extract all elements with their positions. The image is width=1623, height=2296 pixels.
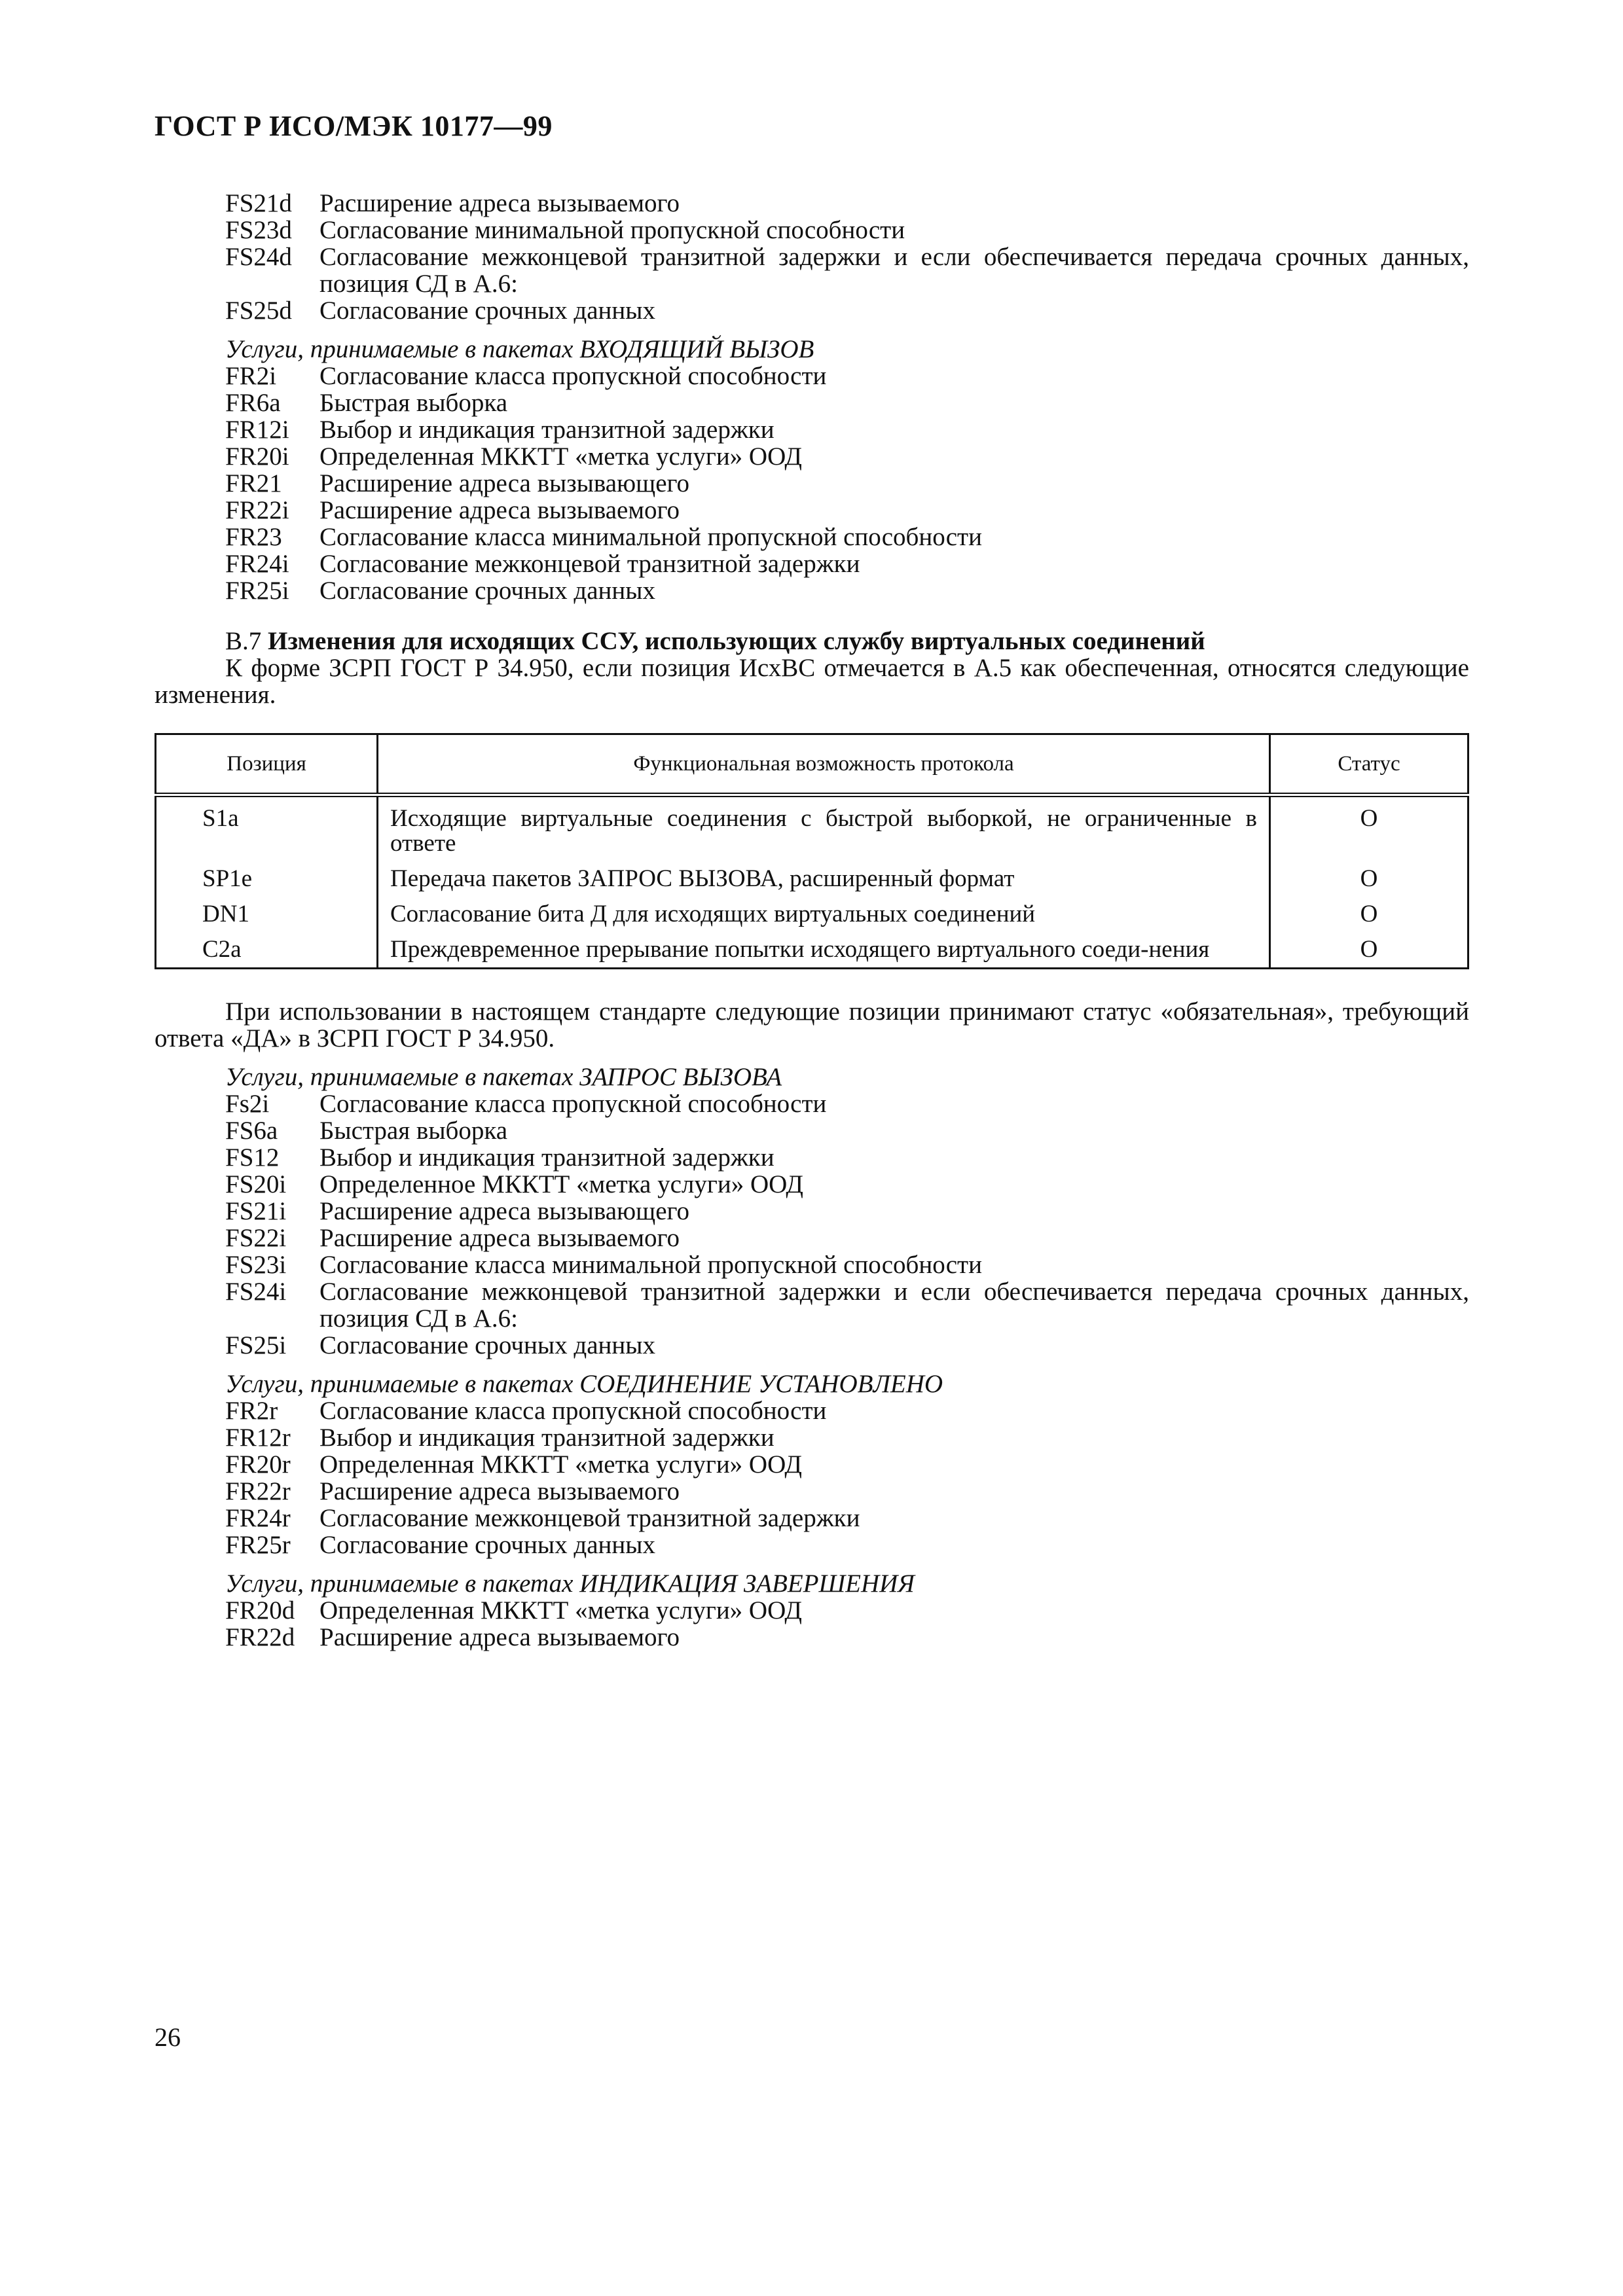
item-text: Выбор и индикация транзитной задержки [319, 416, 775, 444]
item-code: FR12i [225, 416, 289, 444]
top-list [155, 190, 1469, 324]
page-number: 26 [155, 2022, 181, 2052]
item-text: Определенная МККТТ «метка услуги» ООД [319, 442, 802, 471]
cell-position: SP1e [156, 860, 378, 895]
item-text: Согласование срочных данных [319, 296, 655, 325]
header-capability: Функциональная возможность протокола [378, 734, 1270, 795]
group-caption: Услуги, принимаемые в пакетах ВХОДЯЩИЙ ВЫЗОВ [225, 335, 814, 363]
item-code: FR2i [225, 362, 277, 390]
item-code: Fs2i [225, 1090, 270, 1118]
item-text: Расширение адреса вызываемого [319, 496, 680, 524]
item-code: FS24i [225, 1278, 287, 1306]
list-item [155, 524, 1469, 550]
page-header: ГОСТ Р ИСО/МЭК 10177—99 [155, 110, 553, 142]
list-item [155, 1478, 1469, 1505]
list-item [155, 550, 1469, 577]
list-item [155, 1624, 1469, 1651]
list-item [155, 497, 1469, 524]
item-code: FR22d [225, 1623, 295, 1651]
item-code: FR23 [225, 523, 282, 551]
cell-capability: Исходящие виртуальные соединения с быстрой выборкой, не ограниченные в ответе [378, 795, 1270, 861]
item-text: Выбор и индикация транзитной задержки [319, 1143, 775, 1172]
list-item [155, 1332, 1469, 1359]
item-code: FR22r [225, 1477, 291, 1505]
header-status: Статус [1270, 734, 1468, 795]
section-intro: К форме ЗСРП ГОСТ Р 34.950, если позиция ИсхВС отмечается в А.5 как обеспеченная, относятся следующие изменения. [155, 654, 1469, 709]
cell-status: O [1270, 931, 1468, 969]
group-caption: Услуги, принимаемые в пакетах СОЕДИНЕНИЕ УСТАНОВЛЕНО [225, 1370, 943, 1398]
item-text: Расширение адреса вызываемого [319, 189, 680, 217]
page-content [155, 190, 1469, 1651]
item-code: FR21 [225, 469, 282, 497]
item-code: FR6a [225, 389, 281, 417]
cell-position: S1a [156, 795, 378, 861]
group-caption: Услуги, принимаемые в пакетах ИНДИКАЦИЯ ЗАВЕРШЕНИЯ [225, 1570, 915, 1598]
item-code: FS21d [225, 189, 292, 217]
cell-status: O [1270, 860, 1468, 895]
list-item [155, 1117, 1469, 1144]
list-item [155, 1090, 1469, 1117]
header-position: Позиция [156, 734, 378, 795]
item-code: FR22i [225, 496, 289, 524]
protocol-table [155, 733, 1469, 969]
cell-capability: Передача пакетов ЗАПРОС ВЫЗОВА, расширенный формат [378, 860, 1270, 895]
item-code: FR24i [225, 550, 289, 578]
table-row [156, 931, 1468, 969]
item-text: Согласование класса минимальной пропускной способности [319, 523, 982, 551]
cell-status: O [1270, 895, 1468, 931]
item-text: Согласование срочных данных [319, 1331, 655, 1359]
item-code: FR24r [225, 1504, 291, 1532]
item-text: Согласование класса пропускной способности [319, 1397, 827, 1425]
item-code: FR2r [225, 1397, 278, 1425]
item-text: Согласование срочных данных [319, 1531, 655, 1559]
item-text: Расширение адреса вызываемого [319, 1623, 680, 1651]
section-heading [155, 628, 1469, 655]
list-item [155, 443, 1469, 470]
list-item [155, 363, 1469, 389]
item-text: Расширение адреса вызываемого [319, 1224, 680, 1252]
list-item [155, 577, 1469, 604]
list-item [155, 1424, 1469, 1451]
item-code: FR20r [225, 1450, 291, 1479]
list-item [155, 1451, 1469, 1478]
cell-position: DN1 [156, 895, 378, 931]
item-text: Выбор и индикация транзитной задержки [319, 1424, 775, 1452]
list-item [155, 1532, 1469, 1558]
list-item [155, 217, 1469, 243]
cell-position: C2a [156, 931, 378, 969]
item-text: Согласование класса пропускной способности [319, 1090, 827, 1118]
item-text: Определенная МККТТ «метка услуги» ООД [319, 1596, 802, 1624]
item-text: Согласование межконцевой транзитной задержки [319, 1504, 860, 1532]
item-code: FR12r [225, 1424, 291, 1452]
item-text: Согласование класса минимальной пропускной способности [319, 1251, 982, 1279]
call-request-group [155, 1064, 1469, 1359]
item-code: FS25i [225, 1331, 287, 1359]
list-item [155, 1505, 1469, 1532]
list-item [155, 470, 1469, 497]
item-code: FR20d [225, 1596, 295, 1624]
item-code: FS6a [225, 1117, 278, 1145]
list-item [155, 243, 1469, 297]
item-code: FS23i [225, 1251, 287, 1279]
item-text: Согласование межконцевой транзитной задержки и если обеспечивается передача срочных данных, позиция СД в А.6: [319, 243, 1469, 298]
mandatory-note: При использовании в настоящем стандарте следующие позиции принимают статус «обязательная», требующий ответа «ДА» в ЗСРП ГОСТ Р 34.950. [155, 997, 1469, 1052]
item-text: Расширение адреса вызывающего [319, 469, 690, 497]
item-code: FR25i [225, 577, 289, 605]
list-item [155, 1225, 1469, 1251]
list-item [155, 1198, 1469, 1225]
item-text: Определенное МККТТ «метка услуги» ООД [319, 1170, 803, 1198]
item-text: Согласование класса пропускной способности [319, 362, 827, 390]
section-number: В.7 [225, 627, 262, 655]
item-code: FS12 [225, 1143, 280, 1172]
call-connected-group [155, 1371, 1469, 1558]
item-code: FS25d [225, 296, 292, 325]
item-code: FS24d [225, 243, 292, 271]
table-row [156, 895, 1468, 931]
list-item [155, 1171, 1469, 1198]
list-item [155, 416, 1469, 443]
item-code: FS20i [225, 1170, 287, 1198]
item-text: Согласование межконцевой транзитной задержки и если обеспечивается передача срочных данных, позиция СД в А.6: [319, 1278, 1469, 1333]
item-text: Быстрая выборка [319, 389, 508, 417]
table-header-row [156, 734, 1468, 795]
cell-capability: Преждевременное прерывание попытки исходящего виртуального соеди-нения [378, 931, 1270, 969]
item-text: Согласование срочных данных [319, 577, 655, 605]
list-item [155, 1144, 1469, 1171]
list-item [155, 389, 1469, 416]
incoming-call-group [155, 336, 1469, 604]
item-code: FS22i [225, 1224, 287, 1252]
table-row [156, 795, 1468, 861]
item-code: FS23d [225, 216, 292, 244]
table-row [156, 860, 1468, 895]
list-item [155, 1278, 1469, 1332]
list-item [155, 1251, 1469, 1278]
item-text: Определенная МККТТ «метка услуги» ООД [319, 1450, 802, 1479]
list-item [155, 190, 1469, 217]
cell-status: O [1270, 795, 1468, 861]
item-text: Согласование межконцевой транзитной задержки [319, 550, 860, 578]
item-text: Согласование минимальной пропускной способности [319, 216, 905, 244]
list-item [155, 1397, 1469, 1424]
section-title: Изменения для исходящих ССУ, использующих службу виртуальных соединений [268, 627, 1205, 655]
item-text: Быстрая выборка [319, 1117, 508, 1145]
item-code: FS21i [225, 1197, 287, 1225]
list-item [155, 1597, 1469, 1624]
list-item [155, 297, 1469, 324]
clear-indication-group [155, 1570, 1469, 1651]
item-text: Расширение адреса вызываемого [319, 1477, 680, 1505]
item-text: Расширение адреса вызывающего [319, 1197, 690, 1225]
group-caption: Услуги, принимаемые в пакетах ЗАПРОС ВЫЗОВА [225, 1063, 782, 1091]
item-code: FR20i [225, 442, 289, 471]
item-code: FR25r [225, 1531, 291, 1559]
cell-capability: Согласование бита Д для исходящих виртуальных соединений [378, 895, 1270, 931]
